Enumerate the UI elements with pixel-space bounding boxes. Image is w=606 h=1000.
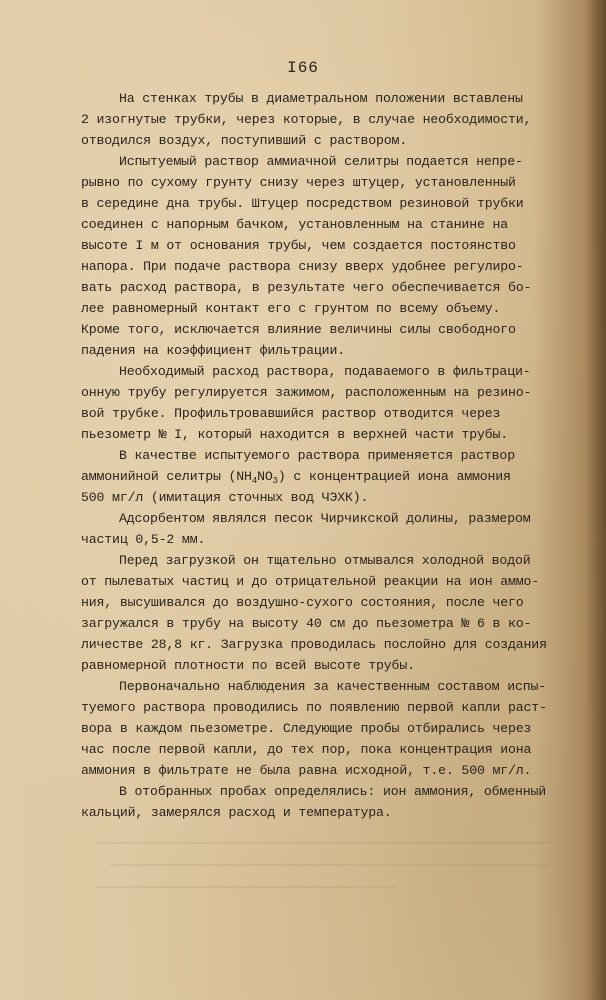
text-line-formula — [81, 468, 511, 490]
text-line: пьезометр № I, который находится в верхней части трубы. — [81, 427, 509, 442]
text-line: Первоначально наблюдения за качественным составом испы- — [119, 679, 547, 694]
text-line: аммония в фильтрате не была равна исходной, т.е. 500 мг/л. — [81, 763, 532, 778]
text-line: вора в каждом пьезометре. Следующие пробы отбирались через — [81, 721, 532, 736]
bleed-through-mark — [95, 842, 565, 844]
page-edge-shadow — [584, 0, 606, 1000]
text-line: соединен с напорным бачком, установленным на станине на — [81, 217, 509, 232]
text-line: 500 мг/л (имитация сточных вод ЧЭХК). — [81, 490, 369, 505]
text-line: Адсорбентом являлся песок Чирчикской долины, размером — [119, 511, 531, 526]
text-line: час после первой капли, до тех пор, пока концентрация иона — [81, 742, 532, 757]
text-line: рывно по сухому грунту снизу через штуцер, установленный — [81, 175, 516, 190]
formula-line-suffix: ) с концентрацией иона аммония — [277, 469, 511, 484]
text-line: Перед загрузкой он тщательно отмывался холодной водой — [119, 553, 531, 568]
text-line: Испытуемый раствор аммиачной селитры подается непре- — [119, 154, 523, 169]
text-line: вой трубке. Профильтровавшийся раствор отводится через — [81, 406, 501, 421]
text-line: падения на коэффициент фильтрации. — [81, 343, 345, 358]
text-line: напора. При подаче раствора снизу вверх удобнее регулиро- — [81, 259, 524, 274]
text-line: лее равномерный контакт его с грунтом по всему объему. — [81, 301, 501, 316]
text-line: частиц 0,5-2 мм. — [81, 532, 206, 547]
text-line: высоте I м от основания трубы, чем создается постоянство — [81, 238, 516, 253]
text-line: отводился воздух, поступивший с раствором. — [81, 133, 408, 148]
text-line: ния, высушивался до воздушно-сухого состояния, после чего — [81, 595, 524, 610]
text-line: туемого раствора проводились по появлению первой капли раст- — [81, 700, 547, 715]
page-number: I66 — [287, 59, 319, 77]
text-line: Кроме того, исключается влияние величины силы свободного — [81, 322, 516, 337]
text-line: личестве 28,8 кг. Загрузка проводилась послойно для создания — [81, 637, 547, 652]
bleed-through-mark — [110, 864, 550, 866]
bleed-through-mark — [95, 886, 395, 888]
chemical-formula: $NH_4NO_3$ — [236, 469, 278, 486]
text-line: кальций, замерялся расход и температура. — [81, 805, 392, 820]
text-line: от пылеватых частиц и до отрицательной реакции на ион аммо- — [81, 574, 540, 589]
text-line: загружался в трубу на высоту 40 см до пьезометра № 6 в ко- — [81, 616, 532, 631]
text-line: равномерной плотности по всей высоте трубы. — [81, 658, 415, 673]
text-line: 2 изогнутые трубки, через которые, в случае необходимости, — [81, 112, 532, 127]
text-line: На стенках трубы в диаметральном положении вставлены — [119, 91, 523, 106]
text-line: онную трубу регулируется зажимом, расположенным на резино- — [81, 385, 532, 400]
formula-line-prefix: аммонийной селитры ( — [81, 469, 237, 484]
text-line: в середине дна трубы. Штуцер посредством резиновой трубки — [81, 196, 524, 211]
text-line: В отобранных пробах определялись: ион аммония, обменный — [119, 784, 547, 799]
text-line: вать расход раствора, в результате чего обеспечивается бо- — [81, 280, 532, 295]
text-line: В качестве испытуемого раствора применяется раствор — [119, 448, 515, 463]
text-line: Необходимый расход раствора, подаваемого в фильтраци- — [119, 364, 531, 379]
